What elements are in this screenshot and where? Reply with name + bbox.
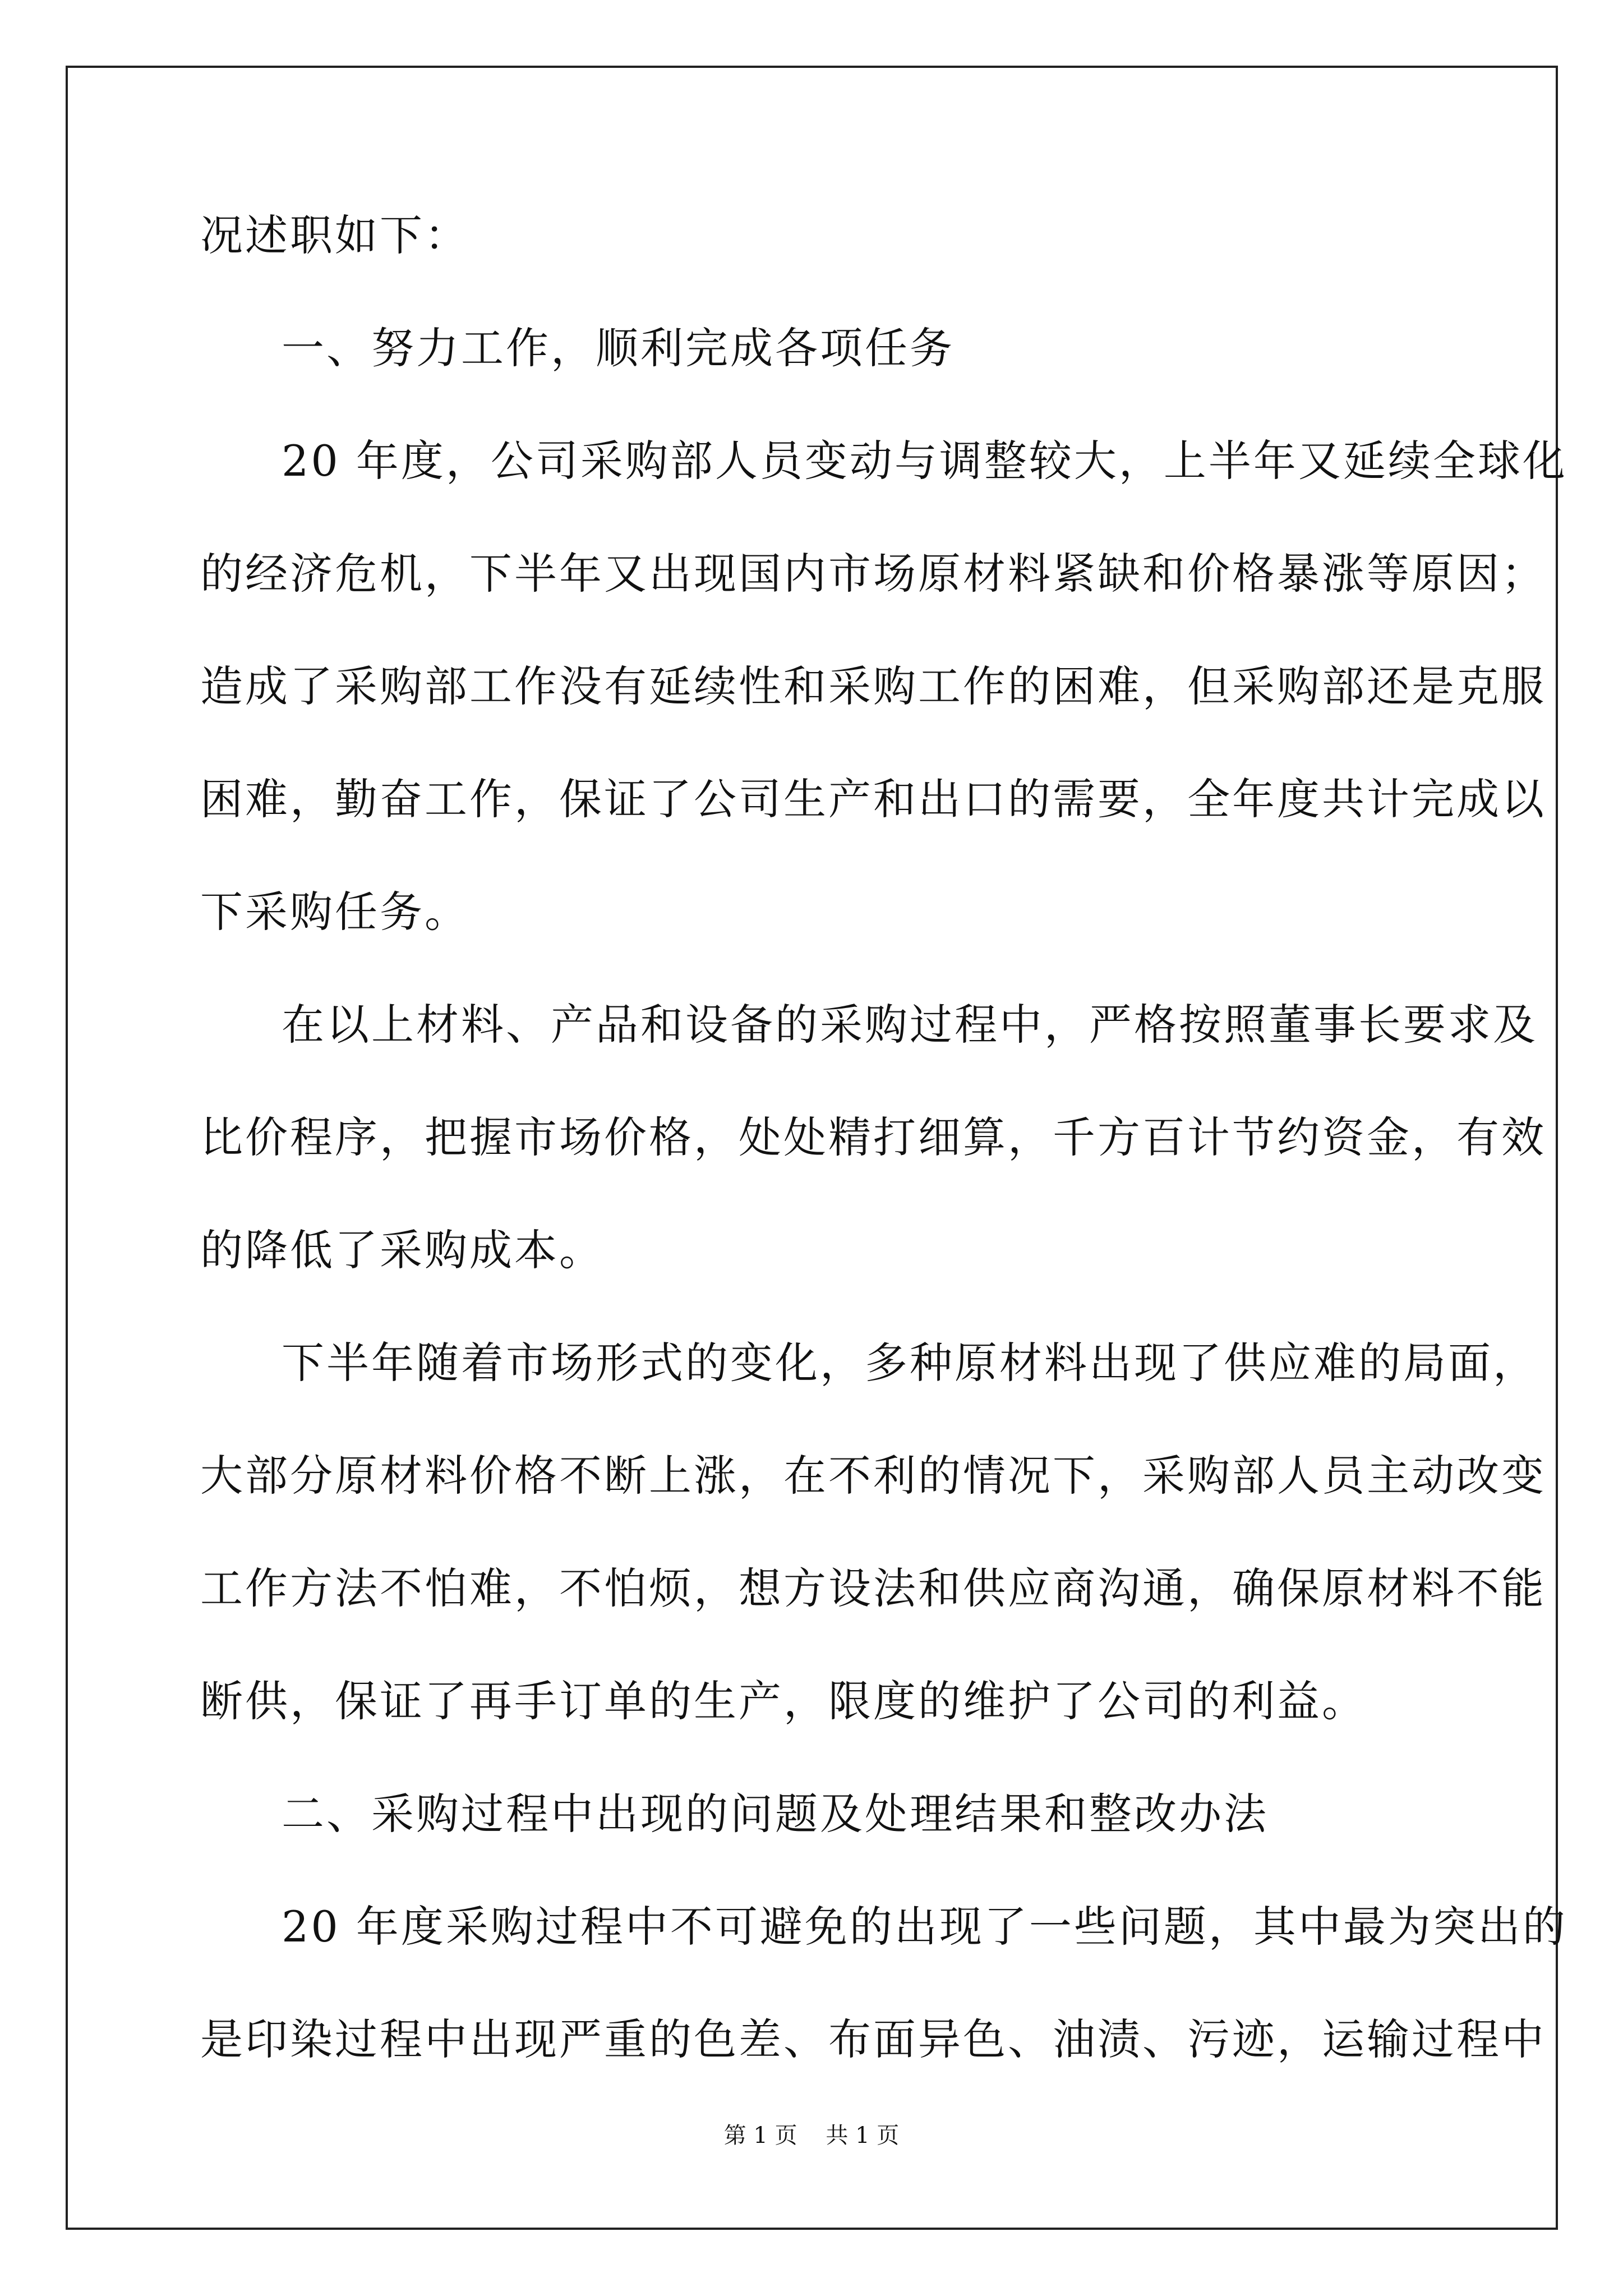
text-line: 造成了采购部工作没有延续性和采购工作的困难，但采购部还是克服 (200, 661, 1546, 711)
text-line: 大部分原材料价格不断上涨，在不利的情况下，采购部人员主动改变 (200, 1451, 1546, 1501)
text-line: 况述职如下： (200, 210, 469, 260)
text-line: 的降低了采购成本。 (200, 1225, 604, 1275)
text-line: 在以上材料、产品和设备的采购过程中，严格按照董事长要求及 (282, 1000, 1538, 1050)
page-number: 第 1 页 共 1 页 (723, 2123, 900, 2148)
text-line: 20 年度采购过程中不可避免的出现了一些问题，其中最为突出的 (282, 1902, 1567, 1952)
text-line: 下半年随着市场形式的变化，多种原材料出现了供应难的局面， (282, 1338, 1538, 1388)
section-heading: 一、努力工作，顺利完成各项任务 (282, 323, 955, 373)
text-line: 下采购任务。 (200, 887, 469, 937)
document-body (200, 208, 1567, 2124)
text-line: 比价程序，把握市场价格，处处精打细算，千方百计节约资金，有效 (200, 1112, 1546, 1162)
text-line: 断供，保证了再手订单的生产，限度的维护了公司的利益。 (200, 1676, 1367, 1726)
text-line: 困难，勤奋工作，保证了公司生产和出口的需要，全年度共计完成以 (200, 774, 1546, 824)
text-line: 工作方法不怕难，不怕烦，想方设法和供应商沟通，确保原材料不能 (200, 1563, 1546, 1613)
section-heading: 二、采购过程中出现的问题及处理结果和整改办法 (282, 1789, 1269, 1839)
text-line: 20 年度，公司采购部人员变动与调整较大，上半年又延续全球化 (282, 436, 1567, 486)
text-line: 是印染过程中出现严重的色差、布面异色、油渍、污迹，运输过程中 (200, 2014, 1546, 2064)
text-line: 的经济危机，下半年又出现国内市场原材料紧缺和价格暴涨等原因； (200, 549, 1546, 599)
